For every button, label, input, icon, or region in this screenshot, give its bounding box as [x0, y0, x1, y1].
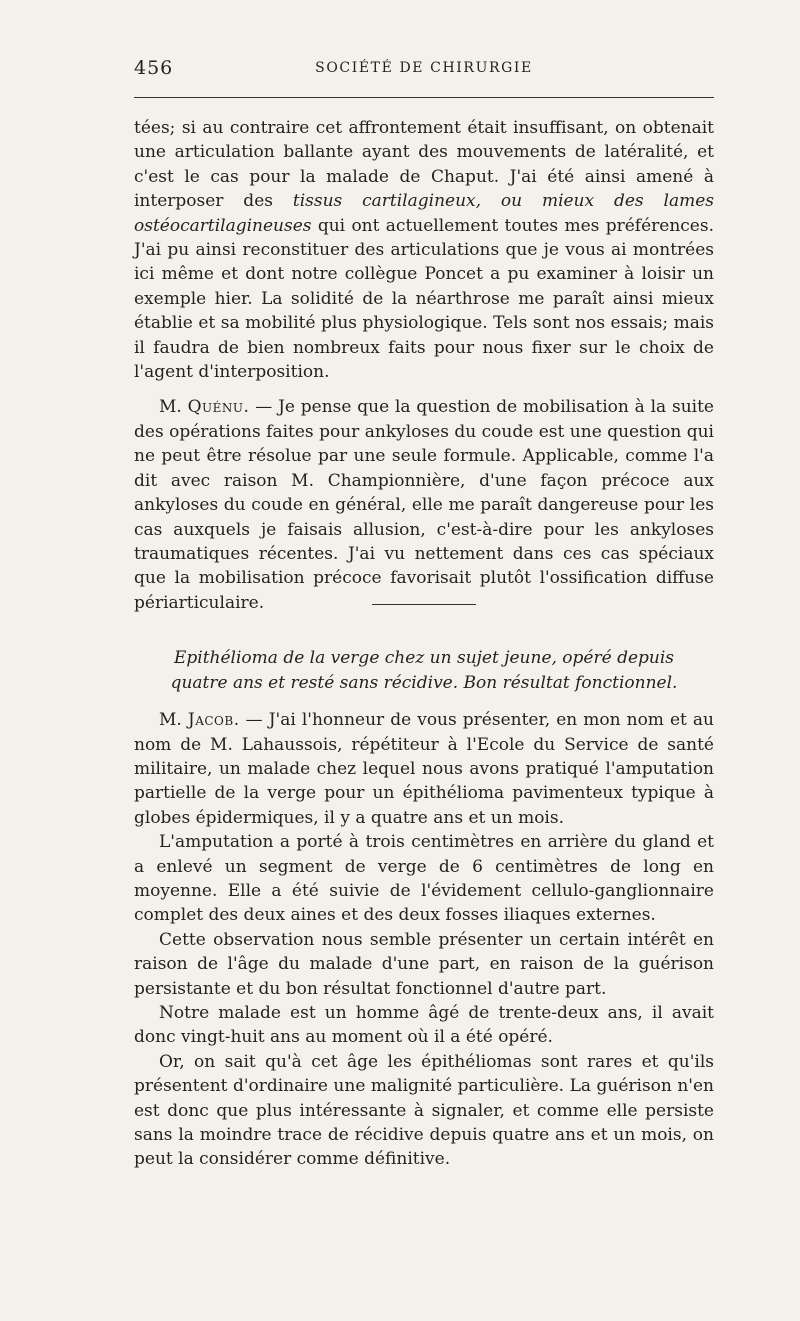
emphasis-text: tissus cartilagineux, ou mieux des lames ostéocartilagineuses — [134, 191, 714, 236]
speaker-name: Quénu. — [187, 397, 250, 418]
article-paragraph: L'amputation a porté à trois centimètres en arrière du gland et a enlevé un segment de verge de 6 centimètres de long en moyenne. Elle a été suivie de l'évidement cellulo-ganglionnaire complet des deux aines et des deux fosses iliaques externes. — [134, 832, 714, 926]
continuation-paragraph: tées; si au contraire cet affrontement était insuffisant, on obtenait une articulation ballante ayant des mouvements de latéralité, et c'est le cas pour la malade de Chaput. J'ai été ainsi amené à interposer des tissus cartilagineux, ou mieux des lames ostéocartilagineuses qui ont actuellement toutes mes préférences. J'ai pu ainsi reconstituer des articulations que je vous ai montrées ici même et dont notre collègue Poncet a pu examiner à loisir un exemple hier. La solidité de la néarthrose me paraît ainsi mieux établie et sa mobilité plus physiologique. Tels sont nos essais; mais il faudra de bien nombreux faits pour nous fixer sur le choix de l'agent d'interposition. — [134, 118, 714, 383]
page-body — [134, 116, 714, 1172]
speaker-name: Jacob. — [187, 710, 240, 731]
header-rule — [134, 97, 714, 98]
article-title: Epithélioma de la verge chez un sujet jeune, opéré depuis quatre ans et resté sans récidive. Bon résultat fonctionnel. — [170, 648, 678, 694]
article-paragraph: Or, on sait qu'à cet âge les épithéliomas sont rares et qu'ils présentent d'ordinaire une malignité particulière. La guérison n'en est donc que plus intéressante à signaler, et comme elle persiste sans la moindre trace de récidive depuis quatre ans et un mois, on peut la considérer comme définitive. — [134, 1051, 714, 1170]
section-separator — [372, 604, 476, 605]
page-number: 456 — [134, 57, 174, 79]
jacob-paragraph: M. Jacob. — J'ai l'honneur de vous présenter, en mon nom et au nom de M. Lahaussois, répétiteur à l'Ecole du Service de santé militaire, un malade chez lequel nous avons pratiqué l'amputation partielle de la verge pour un épithélioma pavimenteux typique à globes épidermiques, il y a quatre ans et un mois. — [134, 710, 715, 828]
article-paragraph: Cette observation nous semble présenter un certain intérêt en raison de l'âge du malade d'une part, en raison de la guérison persistante et du bon résultat fonctionnel d'autre part. — [134, 929, 714, 999]
page-header — [134, 57, 714, 87]
quenu-paragraph: M. Quénu. — Je pense que la question de mobilisation à la suite des opérations faites pour ankyloses du coude est une question qui ne peut être résolue par une seule formule. Applicable, comme l'a dit avec raison M. Championnière, d'une façon précoce aux ankyloses du coude en général, elle me paraît dangereuse pour les cas auxquels je faisais allusion, c'est-à-dire pour les ankyloses traumatiques récentes. J'ai vu nettement dans ces cas spéciaux que la mobilisation précoce favorisait plutôt l'ossification diffuse périarticulaire. — [134, 397, 714, 613]
article-paragraph: Notre malade est un homme âgé de trente-deux ans, il avait donc vingt-huit ans au moment où il a été opéré. — [134, 1003, 714, 1048]
running-title: SOCIÉTÉ DE CHIRURGIE — [315, 60, 533, 76]
